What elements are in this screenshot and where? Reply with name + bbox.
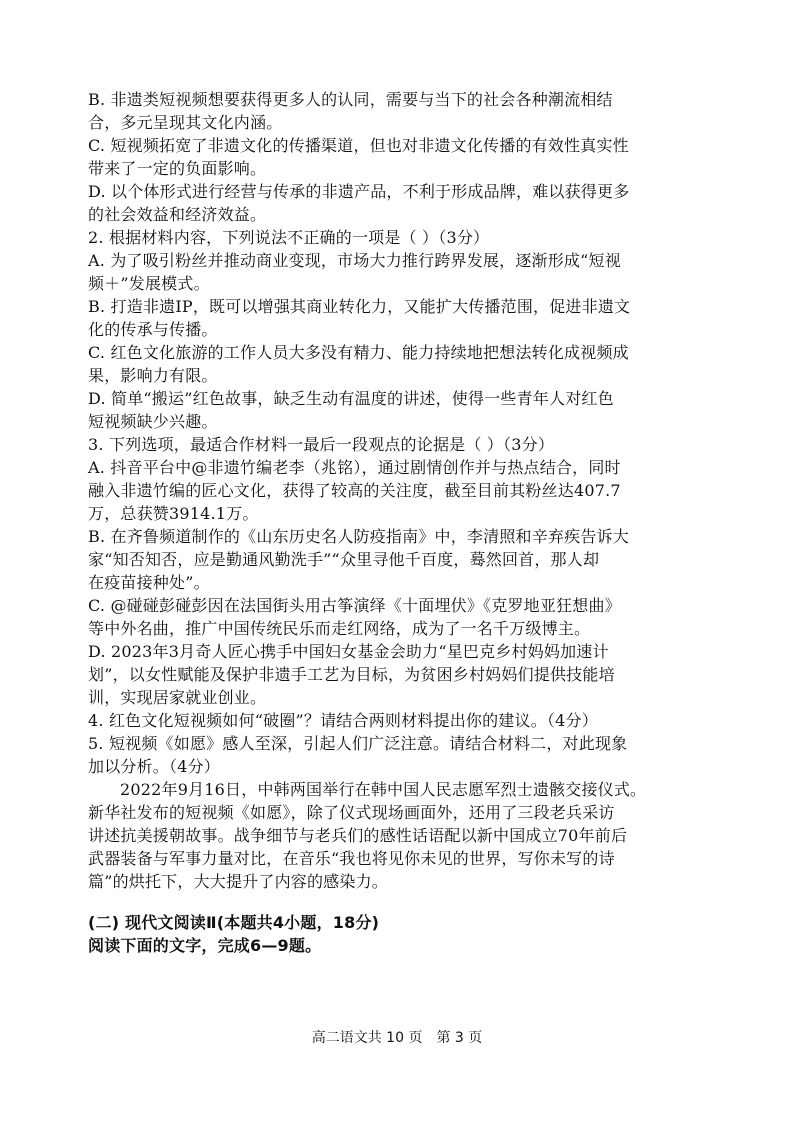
q5-stem-line2: 加以分析。（4分）: [88, 757, 220, 776]
q5-passage-line5: 篇”的烘托下，大大提升了内容的感染力。: [88, 872, 388, 891]
q1-option-b-line2: 合，多元呈现其文化内涵。: [88, 113, 283, 132]
q3-option-b-line3: 在疫苗接种处”。: [88, 573, 210, 592]
q2-option-b-line1: B. 打造非遗IP，既可以增强其商业转化力，又能扩大传播范围，促进非遗文: [88, 297, 631, 316]
q5-passage-line3: 讲述抗美援朝故事。战争细节与老兵们的感性话语配以新中国成立70年前后: [88, 826, 628, 845]
q2-option-c-line2: 果，影响力有限。: [88, 366, 218, 385]
q4-stem: 4. 红色文化短视频如何“破圈”？请结合两则材料提出你的建议。（4分）: [88, 711, 598, 730]
q1-option-d-line1: D. 以个体形式进行经营与传承的非遗产品，不利于形成品牌，难以获得更多: [88, 182, 630, 201]
q2-stem: 2. 根据材料内容，下列说法不正确的一项是（ ）（3分）: [88, 228, 490, 247]
q3-option-d-line2: 划”，以女性赋能及保护非遗手工艺为目标，为贫困乡村妈妈们提供技能培: [88, 665, 615, 684]
q3-option-b-line1: B. 在齐鲁频道制作的《山东历史名人防疫指南》中，李清照和辛弃疾告诉大: [88, 527, 629, 546]
section-spacer: [88, 893, 716, 911]
q1-option-c-line2: 带来了一定的负面影响。: [88, 159, 267, 178]
section2-instruction: 阅读下面的文字，完成6—9题。: [88, 936, 322, 955]
q2-option-d-line1: D. 简单“搬运”红色故事，缺乏生动有温度的讲述，使得一些青年人对红色: [88, 389, 614, 408]
q2-option-a-line1: A. 为了吸引粉丝并推动商业变现，市场大力推行跨界发展，逐渐形成“短视: [88, 251, 621, 270]
q2-option-a-line2: 频＋”发展模式。: [88, 274, 210, 293]
q1-option-d-line2: 的社会效益和经济效益。: [88, 205, 267, 224]
q3-option-c-line2: 等中外名曲，推广中国传统民乐而走红网络，成为了一名千万级博主。: [88, 619, 591, 638]
q5-passage-line4: 武器装备与军事力量对比，在音乐“我也将见你未见的世界，写你未写的诗: [88, 849, 615, 868]
page-body: [88, 88, 716, 957]
section2-heading: (二) 现代文阅读Ⅱ(本题共4小题，18分): [88, 913, 380, 932]
q5-stem-line1: 5. 短视频《如愿》感人至深，引起人们广泛注意。请结合材料二，对此现象: [88, 734, 628, 753]
q3-option-d-line1: D. 2023年3月奇人匠心携手中国妇女基金会助力“星巴克乡村妈妈加速计: [88, 642, 609, 661]
page-footer: 高二语文共 10 页 第 3 页: [311, 1030, 483, 1046]
q3-option-a-line2: 融入非遗竹编的匠心文化，获得了较高的关注度，截至目前其粉丝达407.7: [88, 481, 621, 500]
q5-passage-line2: 新华社发布的短视频《如愿》，除了仪式现场画面外，还用了三段老兵采访: [88, 803, 615, 822]
q2-option-d-line2: 短视频缺少兴趣。: [88, 412, 218, 431]
q3-option-d-line3: 训，实现居家就业创业。: [88, 688, 267, 707]
q1-option-b-line1: B. 非遗类短视频想要获得更多人的认同，需要与当下的社会各种潮流相结: [88, 90, 613, 109]
q3-option-b-line2: 家“知否知否，应是勤通风勤洗手”“众里寻他千百度，蓦然回首，那人却: [88, 550, 600, 569]
q3-option-a-line3: 万，总获赞3914.1万。: [88, 504, 259, 523]
q2-option-c-line1: C. 红色文化旅游的工作人员大多没有精力、能力持续地把想法转化成视频成: [88, 343, 629, 362]
q1-option-c-line1: C. 短视频拓宽了非遗文化的传播渠道，但也对非遗文化传播的有效性真实性: [88, 136, 629, 155]
q3-option-a-line1: A. 抖音平台中@非遗竹编老李（兆铭），通过剧情创作并与热点结合，同时: [88, 458, 621, 477]
q5-passage-line1: 2022年9月16日，中韩两国举行在韩中国人民志愿军烈士遗骸交接仪式。: [120, 780, 647, 799]
q3-option-c-line1: C. @碰碰彭碰彭因在法国街头用古筝演绎《十面埋伏》《克罗地亚狂想曲》: [88, 596, 621, 615]
q3-stem: 3. 下列选项，最适合作材料一最后一段观点的论据是（ ）（3分）: [88, 435, 555, 454]
q2-option-b-line2: 化的传承与传播。: [88, 320, 218, 339]
